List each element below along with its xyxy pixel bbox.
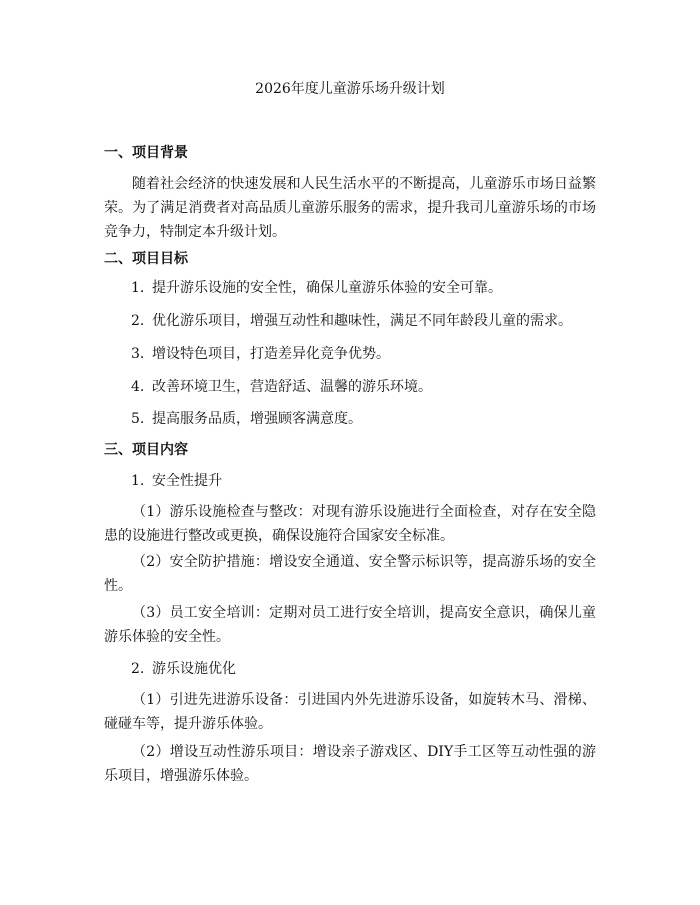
goal-item-text: 增设特色项目，打造差异化竞争优势。 [152,346,390,362]
subsection-item: （2）安全防护措施：增设安全通道、安全警示标识等，提高游乐场的安全性。 [104,554,596,594]
subsection-number: 1. [131,473,145,489]
section-heading-content: 三、项目内容 [104,442,188,458]
goal-item [131,311,572,331]
subsection-title-text: 游乐设施优化 [152,661,236,677]
subsection-item: （2）增设互动性游乐项目：增设亲子游戏区、DIY手工区等互动性强的游乐项目，增强游乐体验。 [104,744,596,784]
subsection-item: （3）员工安全培训：定期对员工进行安全培训，提高安全意识，确保儿童游乐体验的安全性。 [104,605,596,645]
goal-item-number: 4. [131,379,145,395]
subsection-title [131,471,222,491]
goal-item [131,344,390,364]
subsection-title [131,659,236,679]
goal-item-number: 1. [131,280,145,296]
goal-item-text: 优化游乐项目，增强互动性和趣味性，满足不同年龄段儿童的需求。 [152,313,572,329]
section-heading-background: 一、项目背景 [104,145,188,161]
subsection-item: （1）游乐设施检查与整改：对现有游乐设施进行全面检查，对存在安全隐患的设施进行整改或更换，确保设施符合国家安全标准。 [104,504,596,544]
document-title: 2026年度儿童游乐场升级计划 [255,81,445,97]
subsection-title-text: 安全性提升 [152,473,222,489]
goal-item [131,377,432,397]
section-heading-goals: 二、项目目标 [104,251,188,267]
goal-item-text: 提高服务品质，增强顾客满意度。 [152,411,362,427]
goal-item [131,409,362,429]
goal-item-number: 2. [131,313,145,329]
goal-item [131,278,502,298]
goal-item-number: 5. [131,411,145,427]
goal-item-text: 改善环境卫生，营造舒适、温馨的游乐环境。 [152,379,432,395]
background-paragraph: 随着社会经济的快速发展和人民生活水平的不断提高，儿童游乐市场日益繁荣。为了满足消费者对高品质儿童游乐服务的需求，提升我司儿童游乐场的市场竞争力，特制定本升级计划。 [104,176,596,240]
subsection-item: （1）引进先进游乐设备：引进国内外先进游乐设备，如旋转木马、滑梯、碰碰车等，提升游乐体验。 [104,692,596,732]
goal-item-text: 提升游乐设施的安全性，确保儿童游乐体验的安全可靠。 [152,280,502,296]
goal-item-number: 3. [131,346,145,362]
subsection-number: 2. [131,661,145,677]
